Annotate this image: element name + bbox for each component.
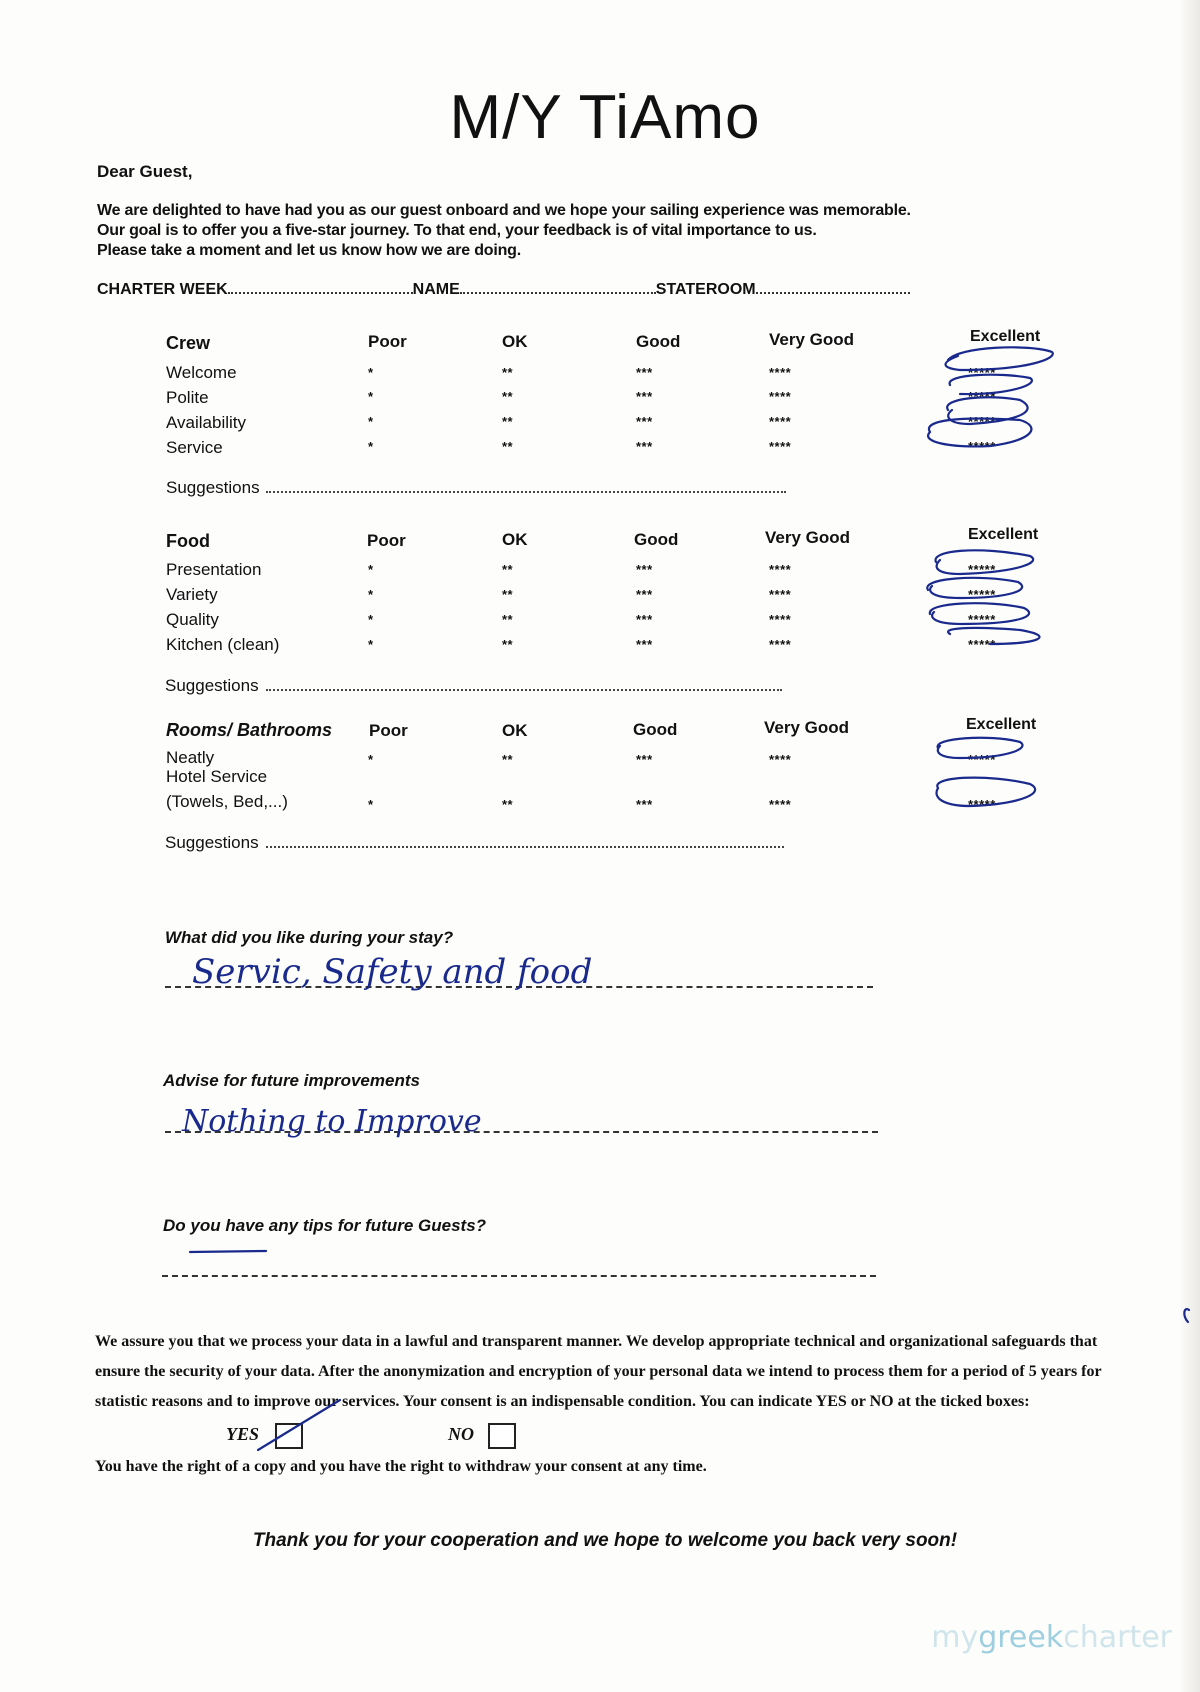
rooms-rating-excellent[interactable]: ***** <box>968 797 996 812</box>
food-rating-excellent[interactable]: ***** <box>968 637 996 652</box>
intro-line-1: We are delighted to have had you as our guest onboard and we hope your sailing experience was memorable. <box>97 202 911 219</box>
rooms-rating-good[interactable]: *** <box>636 752 653 767</box>
row-label-neatly: Neatly <box>166 748 215 767</box>
crew-rating-good[interactable]: *** <box>636 414 653 429</box>
row-label-welcome: Welcome <box>166 363 237 382</box>
circle-mark <box>946 347 1053 370</box>
rooms-rating-very-good[interactable]: **** <box>769 752 792 767</box>
food-rating-ok[interactable]: ** <box>502 612 514 627</box>
food-rating-very-good[interactable]: **** <box>769 587 792 602</box>
food-rating-excellent[interactable]: ***** <box>968 587 996 602</box>
crew-rating-poor[interactable]: * <box>368 414 374 429</box>
row-label-quality: Quality <box>166 610 219 629</box>
section-title: Crew <box>166 333 211 353</box>
food-rating-good[interactable]: *** <box>636 562 653 577</box>
question-improvements: Advise for future improvements <box>163 1071 420 1090</box>
row-label-hotel-service: Hotel Service <box>166 767 268 786</box>
header-good: Good <box>634 530 679 549</box>
salutation: Dear Guest, <box>97 162 193 181</box>
food-rating-poor[interactable]: * <box>368 587 374 602</box>
food-rating-poor[interactable]: * <box>368 612 374 627</box>
no-checkbox[interactable] <box>488 1423 516 1449</box>
food-rating-ok[interactable]: ** <box>502 637 514 652</box>
suggestions-input[interactable] <box>266 845 784 848</box>
ink-underline <box>190 1251 266 1252</box>
name-label: NAME <box>412 281 460 298</box>
suggestions-input[interactable] <box>266 490 786 493</box>
row-label-kitchen: Kitchen (clean) <box>166 635 280 654</box>
crew-rating-ok[interactable]: ** <box>502 439 514 454</box>
row-label-service: Service <box>166 438 223 457</box>
header-very-good: Very Good <box>769 330 855 349</box>
intro-line-3: Please take a moment and let us know how we are doing. <box>97 242 521 259</box>
food-rating-very-good[interactable]: **** <box>769 562 792 577</box>
header-very-good: Very Good <box>765 528 851 547</box>
rooms-rating-poor[interactable]: * <box>368 797 374 812</box>
question-liked: What did you like during your stay? <box>165 928 454 947</box>
stateroom-label: STATEROOM <box>655 281 756 298</box>
name-input[interactable] <box>460 278 656 294</box>
answer-liked-handwriting: Servic, Safety and food <box>192 952 593 992</box>
crew-rating-poor[interactable]: * <box>368 439 374 454</box>
answer-tips-input[interactable] <box>162 1274 876 1277</box>
intro-line-2: Our goal is to offer you a five-star journey. To that end, your feedback is of vital importance to us. <box>97 222 817 239</box>
food-rating-excellent[interactable]: ***** <box>968 612 996 627</box>
rooms-rating-ok[interactable]: ** <box>502 752 514 767</box>
crew-rating-ok[interactable]: ** <box>502 414 514 429</box>
crew-rating-ok[interactable]: ** <box>502 389 514 404</box>
crew-rating-poor[interactable]: * <box>368 389 374 404</box>
food-rating-good[interactable]: *** <box>636 587 653 602</box>
crew-rating-poor[interactable]: * <box>368 365 374 380</box>
crew-rating-very-good[interactable]: **** <box>769 439 792 454</box>
header-ok: OK <box>502 332 528 351</box>
header-excellent: Excellent <box>968 526 1039 543</box>
header-good: Good <box>636 332 681 351</box>
consent-line-3: statistic reasons and to improve our services. Your consent is an indispensable condition. You can indicate YES or NO at the ticked boxes: <box>95 1393 1030 1410</box>
crew-rating-ok[interactable]: ** <box>502 365 514 380</box>
food-rating-good[interactable]: *** <box>636 637 653 652</box>
no-label: NO <box>448 1424 474 1444</box>
row-label-availability: Availability <box>166 413 247 432</box>
crew-rating-excellent[interactable]: ***** <box>968 389 996 404</box>
stateroom-input[interactable] <box>756 278 910 294</box>
row-label-towels-bed: (Towels, Bed,...) <box>166 792 288 811</box>
food-rating-poor[interactable]: * <box>368 562 374 577</box>
question-tips: Do you have any tips for future Guests? <box>163 1216 487 1235</box>
header-ok: OK <box>502 530 528 549</box>
food-rating-very-good[interactable]: **** <box>769 612 792 627</box>
rooms-rating-good[interactable]: *** <box>636 797 653 812</box>
crew-rating-very-good[interactable]: **** <box>769 414 792 429</box>
crew-rating-excellent[interactable]: ***** <box>968 365 996 380</box>
header-poor: Poor <box>367 531 406 550</box>
crew-rating-excellent[interactable]: ***** <box>968 414 996 429</box>
header-good: Good <box>633 720 678 739</box>
row-label-presentation: Presentation <box>166 560 262 579</box>
rooms-rating-ok[interactable]: ** <box>502 797 514 812</box>
rooms-rating-excellent[interactable]: ***** <box>968 752 996 767</box>
food-rating-poor[interactable]: * <box>368 637 374 652</box>
crew-rating-good[interactable]: *** <box>636 365 653 380</box>
yacht-title: M/Y TiAmo <box>449 83 761 152</box>
header-ok: OK <box>502 721 528 740</box>
section-title: Food <box>166 531 210 551</box>
header-excellent: Excellent <box>970 328 1041 345</box>
paper-edge-shadow <box>1178 0 1200 1692</box>
header-very-good: Very Good <box>764 718 850 737</box>
crew-rating-very-good[interactable]: **** <box>769 365 792 380</box>
food-rating-ok[interactable]: ** <box>502 587 514 602</box>
answer-improvements-handwriting: Nothing to Improve <box>182 1104 482 1139</box>
consent-line-1: We assure you that we process your data in a lawful and transparent manner. We develop appropriate technical and organizational safeguards that <box>95 1333 1098 1350</box>
suggestions-label: Suggestions <box>165 676 259 695</box>
food-rating-excellent[interactable]: ***** <box>968 562 996 577</box>
consent-rights: You have the right of a copy and you have the right to withdraw your consent at any time. <box>95 1458 707 1475</box>
header-poor: Poor <box>368 332 407 351</box>
watermark-logo: mygreekcharter <box>931 1620 1172 1655</box>
header-excellent: Excellent <box>966 716 1037 733</box>
charter-week-label: CHARTER WEEK <box>97 281 228 298</box>
row-label-variety: Variety <box>166 585 218 604</box>
suggestions-label: Suggestions <box>166 478 260 497</box>
charter-week-input[interactable] <box>228 278 413 294</box>
row-label-polite: Polite <box>166 388 209 407</box>
yes-checkbox[interactable] <box>275 1423 303 1449</box>
rooms-rating-poor[interactable]: * <box>368 752 374 767</box>
consent-line-2: ensure the security of your data. After the anonymization and encryption of your personal data we intend to process them for a period of 5 years for <box>95 1363 1102 1380</box>
food-rating-ok[interactable]: ** <box>502 562 514 577</box>
guest-details-fields <box>97 278 910 299</box>
food-rating-very-good[interactable]: **** <box>769 637 792 652</box>
suggestions-input[interactable] <box>266 688 782 691</box>
suggestions-label: Suggestions <box>165 833 259 852</box>
crew-rating-good[interactable]: *** <box>636 389 653 404</box>
crew-rating-very-good[interactable]: **** <box>769 389 792 404</box>
header-poor: Poor <box>369 721 408 740</box>
yes-label: YES <box>226 1424 260 1444</box>
crew-rating-excellent[interactable]: ***** <box>968 439 996 454</box>
rooms-rating-very-good[interactable]: **** <box>769 797 792 812</box>
food-rating-good[interactable]: *** <box>636 612 653 627</box>
closing-thanks: Thank you for your cooperation and we hope to welcome you back very soon! <box>252 1530 958 1551</box>
section-title: Rooms/ Bathrooms <box>166 720 333 740</box>
crew-rating-good[interactable]: *** <box>636 439 653 454</box>
